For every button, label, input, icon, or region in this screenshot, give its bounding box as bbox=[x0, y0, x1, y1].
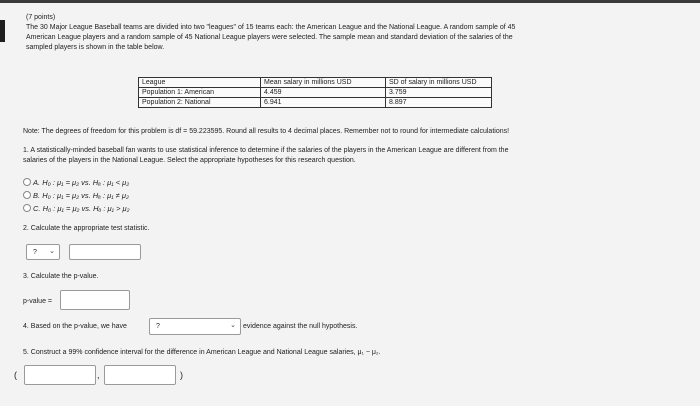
option-a[interactable] bbox=[23, 178, 129, 187]
test-statistic-input[interactable] bbox=[69, 244, 141, 260]
option-c-text: H₀ : μ₁ = μ₂ vs. Hₐ : μ₁ > μ₂ bbox=[42, 204, 130, 213]
question-5-label: 5. Construct a 99% confidence interval for the difference in American League and National League salaries, μ₁ − μ₂. bbox=[23, 349, 381, 356]
radio-button-b[interactable] bbox=[23, 191, 31, 199]
intro-text-line3: sampled players is shown in the table below. bbox=[26, 44, 165, 51]
test-statistic-select[interactable] bbox=[26, 244, 60, 260]
ci-lower-input[interactable] bbox=[24, 365, 96, 385]
table-row bbox=[139, 98, 492, 108]
question-1-line1: 1. A statistically-minded baseball fan wants to use statistical inference to determine if the salaries of the players in the American League are different from the bbox=[23, 147, 509, 154]
option-b-text: H₀ : μ₁ = μ₂ vs. Hₐ : μ₁ ≠ μ₂ bbox=[42, 191, 129, 200]
left-edge-marker bbox=[0, 20, 5, 42]
points-label: (7 points) bbox=[26, 14, 56, 21]
close-paren: ) bbox=[180, 370, 183, 380]
chevron-down-icon: ⌄ bbox=[49, 248, 55, 255]
pvalue-input[interactable] bbox=[60, 290, 130, 310]
intro-text-line1: The 30 Major League Baseball teams are divided into two "leagues" of 15 teams each: the American League and the National League. A random sample of 45 bbox=[26, 24, 516, 31]
note-text: Note: The degrees of freedom for this problem is df = 59.223595. Round all results to 4 decimal places. Remember not to round for intermediate calculations! bbox=[23, 128, 510, 135]
table-header-cell: League bbox=[139, 78, 261, 88]
table-cell: 8.897 bbox=[386, 98, 492, 108]
radio-button-c[interactable] bbox=[23, 204, 31, 212]
option-c[interactable] bbox=[23, 204, 130, 213]
option-a-letter: A. bbox=[33, 178, 41, 187]
ci-upper-input[interactable] bbox=[104, 365, 176, 385]
option-b[interactable] bbox=[23, 191, 129, 200]
question-2-label: 2. Calculate the appropriate test statistic. bbox=[23, 225, 150, 232]
open-paren: ( bbox=[14, 370, 17, 380]
intro-text-line2: American League players and a random sample of 45 National League players were selected. The sample mean and standard deviation of the salaries of the bbox=[26, 34, 513, 41]
option-c-letter: C. bbox=[33, 204, 41, 213]
option-b-letter: B. bbox=[33, 191, 41, 200]
chevron-down-icon: ⌄ bbox=[230, 322, 236, 329]
window-top-bar bbox=[0, 0, 700, 3]
table-cell: Population 1: American bbox=[139, 88, 261, 98]
table-header-cell: Mean salary in millions USD bbox=[261, 78, 386, 88]
table-cell: 6.941 bbox=[261, 98, 386, 108]
question-4-suffix: evidence against the null hypothesis. bbox=[243, 323, 358, 330]
table-row bbox=[139, 88, 492, 98]
question-4-prefix: 4. Based on the p-value, we have bbox=[23, 323, 127, 330]
test-statistic-select-value: ? bbox=[33, 249, 37, 256]
radio-button-a[interactable] bbox=[23, 178, 31, 186]
salary-table bbox=[138, 77, 492, 108]
table-cell: Population 2: National bbox=[139, 98, 261, 108]
question-3-label: 3. Calculate the p-value. bbox=[23, 273, 99, 280]
table-header-row bbox=[139, 78, 492, 88]
question-1-line2: salaries of the players in the National League. Select the appropriate hypotheses for this research question. bbox=[23, 157, 356, 164]
option-a-text: H₀ : μ₁ = μ₂ vs. Hₐ : μ₁ < μ₂ bbox=[42, 178, 130, 187]
table-header-cell: SD of salary in millions USD bbox=[386, 78, 492, 88]
table-cell: 3.759 bbox=[386, 88, 492, 98]
table-cell: 4.459 bbox=[261, 88, 386, 98]
evidence-select[interactable] bbox=[149, 318, 241, 335]
comma-separator: , bbox=[97, 370, 100, 380]
evidence-select-value: ? bbox=[156, 323, 160, 330]
pvalue-label: p-value = bbox=[23, 298, 52, 305]
